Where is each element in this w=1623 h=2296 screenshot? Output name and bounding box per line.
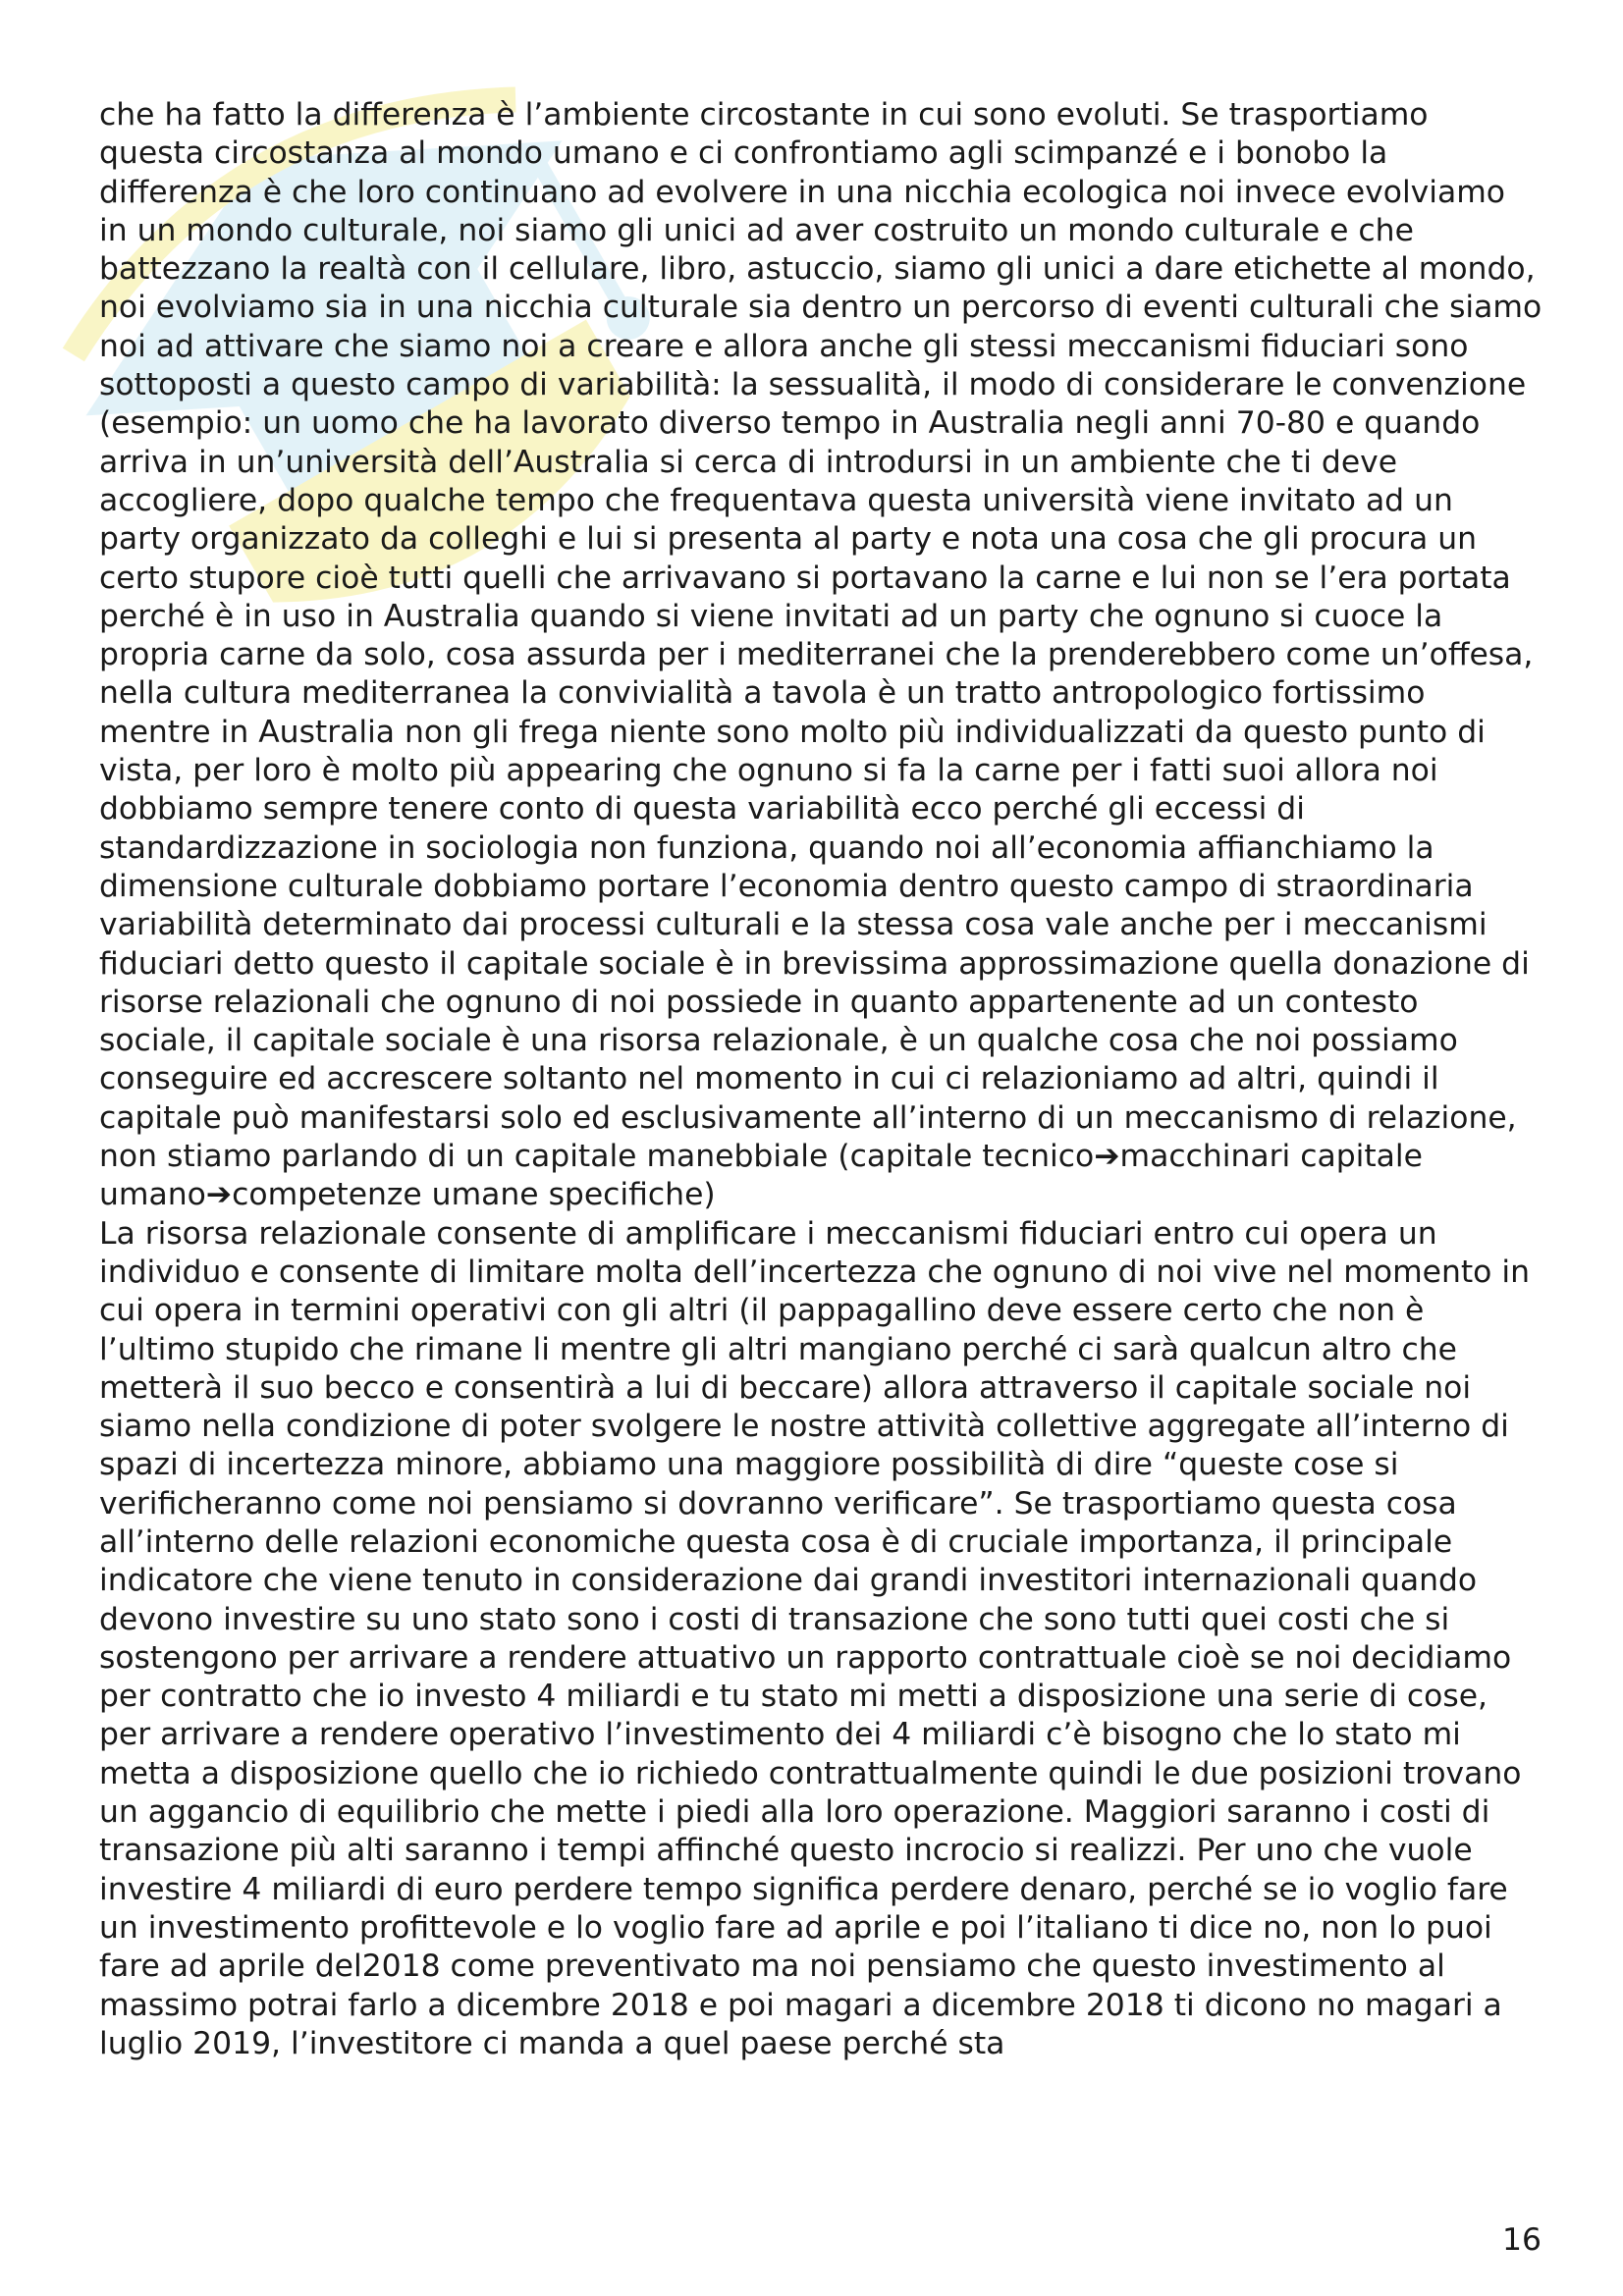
paragraph: La risorsa relazionale consente di amplificare i meccanismi fiduciari entro cui opera un individuo e consente di limitare molta dell’incertezza che ognuno di noi vive nel momento in cui opera in termini operativi con gli altri (il pappagallino deve essere certo che non è l’ultimo stupido che rimane li mentre gli altri mangiano perché ci sarà qualcun altro che metterà il suo becco e consentirà a lui di beccare) allora attraverso il capitale sociale noi siamo nella condizione di poter svolgere le nostre attività collettive aggregate all’interno di spazi di incertezza minore, abbiamo una maggiore possibilità di dire “queste cose si verificheranno come noi pensiamo si dovranno verificare”. Se trasportiamo questa cosa all’interno delle relazioni economiche questa cosa è di cruciale importanza, il principale indicatore che viene tenuto in considerazione dai grandi investitori internazionali quando devono investire su uno stato sono i costi di transazione che sono tutti quei costi che si sostengono per arrivare a rendere attuativo un rapporto contrattuale cioè se noi decidiamo per contratto che io investo 4 miliardi e tu stato mi metti a disposizione una serie di cose, per arrivare a rendere operativo l’investimento dei 4 miliardi c’è bisogno che lo stato mi metta a disposizione quello che io richiedo contrattualmente quindi le due posizioni trovano un aggancio di equilibrio che mette i piedi alla loro operazione. Maggiori saranno i costi di transazione più alti saranno i tempi affinché questo incrocio si realizzi. Per uno che vuole investire 4 miliardi di euro perdere tempo significa perdere denaro, perché se io voglio fare un investimento profittevole e lo voglio fare ad aprile e poi l’italiano ti dice no, non lo puoi fare ad aprile del2018 come preventivato ma noi pensiamo che questo investimento al massimo potrai farlo a dicembre 2018 e poi magari a dicembre 2018 ti dicono no magari a luglio 2019, l’investitore ci manda a quel paese perché sta bbox=[99, 1215, 1530, 2061]
paragraph: che ha fatto la differenza è l’ambiente circostante in cui sono evoluti. Se trasportiamo questa circostanza al mondo umano e ci confrontiamo agli scimpanzé e i bonobo la differenza è che loro continuano ad evolvere in una nicchia ecologica noi invece evolviamo in un mondo culturale, noi siamo gli unici ad aver costruito un mondo culturale e che battezzano la realtà con il cellulare, libro, astuccio, siamo gli unici a dare etichette al mondo, noi evolviamo sia in una nicchia culturale sia dentro un percorso di eventi culturali che siamo noi ad attivare che siamo noi a creare e allora anche gli stessi meccanismi fiduciari sono sottoposti a questo campo di variabilità: la sessualità, il modo di considerare le convenzione (esempio: un uomo che ha lavorato diverso tempo in Australia negli anni 70-80 e quando arriva in un’università dell’Australia si cerca di introdursi in un ambiente che ti deve accogliere, dopo qualche tempo che frequentava questa università viene invitato ad un party organizzato da colleghi e lui si presenta al party e nota una cosa che gli procura un certo stupore cioè tutti quelli che arrivavano si portavano la carne e lui non se l’era portata perché è in uso in Australia quando si viene invitati ad un party che ognuno si cuoce la propria carne da solo, cosa assurda per i mediterranei che la prenderebbero come un’offesa, nella cultura mediterranea la convivialità a tavola è un tratto antropologico fortissimo mentre in Australia non gli frega niente sono molto più individualizzati da questo punto di vista, per loro è molto più appearing che ognuno si fa la carne per i fatti suoi allora noi dobbiamo sempre tenere conto di questa variabilità ecco perché gli eccessi di standardizzazione in sociologia non funziona, quando noi all’economia affianchiamo la dimensione culturale dobbiamo portare l’economia dentro questo campo di straordinaria variabilità determinato dai processi culturali e la stessa cosa vale anche per i meccanismi fiduciari detto questo il capitale sociale è in brevissima approssimazione quella donazione di risorse relazionali che ognuno di noi possiede in quanto appartenente ad un contesto sociale, il capitale sociale è una risorsa relazionale, è un qualche cosa che noi possiamo conseguire ed accrescere soltanto nel momento in cui ci relazioniamo ad altri, quindi il capitale può manifestarsi solo ed esclusivamente all’interno di un meccanismo di relazione, non stiamo parlando di un capitale manebbiale (capitale tecnico➔macchinari capitale umano➔competenze umane specifiche) bbox=[99, 97, 1542, 1213]
document-body bbox=[99, 96, 1542, 2063]
page-number: 16 bbox=[1502, 2222, 1542, 2258]
